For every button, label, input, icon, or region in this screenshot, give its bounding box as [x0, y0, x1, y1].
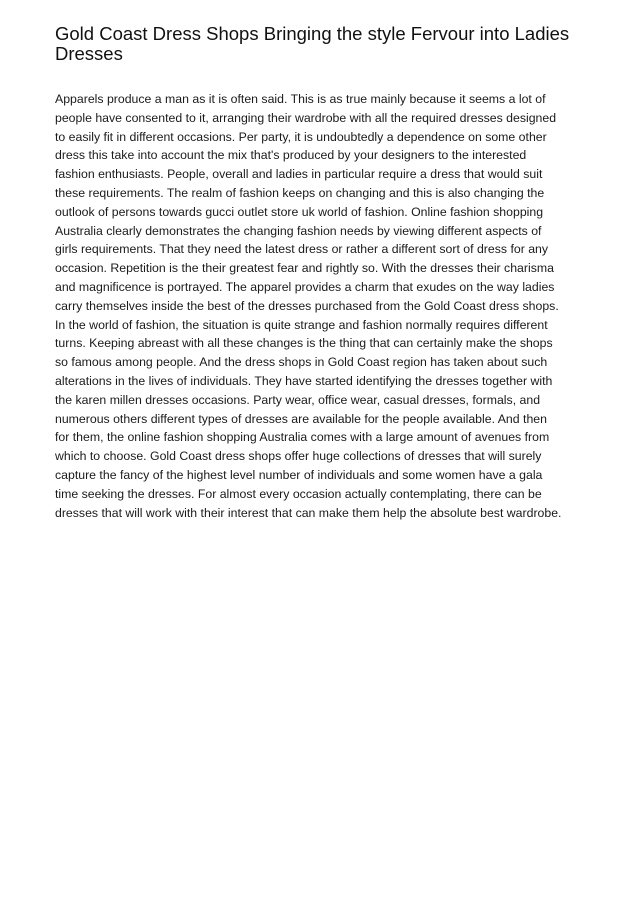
body-line: and magnificence is portrayed. The apparel provides a charm that exudes on the way ladies — [55, 279, 555, 294]
body-line: carry themselves inside the best of the dresses purchased from the Gold Coast dress shops. — [55, 298, 559, 313]
body-line: dress this take into account the mix that's produced by your designers to the interested — [55, 148, 527, 163]
body-line: Australia clearly demonstrates the changing fashion needs by viewing different aspects of — [55, 223, 542, 238]
body-line: time seeking the dresses. For almost every occasion actually contemplating, there can be — [55, 486, 542, 501]
body-line: capture the fancy of the highest level number of individuals and some women have a gala — [55, 467, 543, 482]
body-line: occasion. Repetition is the their greatest fear and rightly so. With the dresses their charisma — [55, 261, 554, 276]
body-line: alterations in the lives of individuals. They have started identifying the dresses together with — [55, 373, 553, 388]
body-line: fashion enthusiasts. People, overall and ladies in particular require a dress that would suit — [55, 167, 543, 182]
body-line: Apparels produce a man as it is often said. This is as true mainly because it seems a lot of — [55, 92, 546, 106]
body-line: numerous others different types of dresses are available for the people available. And then — [55, 411, 547, 426]
body-line: which to choose. Gold Coast dress shops offer huge collections of dresses that will surely — [55, 449, 542, 464]
body-line: turns. Keeping abreast with all these changes is the thing that can certainly make the shops — [55, 336, 553, 351]
body-line: to easily fit in different occasions. Per party, it is undoubtedly a dependence on some other — [55, 129, 547, 144]
body-line: so famous among people. And the dress shops in Gold Coast region has taken about such — [55, 355, 548, 370]
body-line: the karen millen dresses occasions. Party wear, office wear, casual dresses, formals, and — [55, 392, 541, 407]
body-line: for them, the online fashion shopping Australia comes with a large amount of avenues from — [55, 430, 550, 445]
body-line: outlook of persons towards gucci outlet store uk world of fashion. Online fashion shopping — [55, 204, 544, 219]
body-line: people have consented to it, arranging their wardrobe with all the required dresses designed — [55, 110, 557, 125]
body-line: dresses that will work with their interest that can make them help the absolute best wardrobe. — [55, 505, 562, 520]
body-line: these requirements. The realm of fashion keeps on changing and this is also changing the — [55, 185, 545, 200]
body-line: girls requirements. That they need the latest dress or rather a different sort of dress for any — [55, 242, 549, 257]
article-body — [55, 90, 615, 522]
body-line: In the world of fashion, the situation is quite strange and fashion normally requires different — [55, 317, 548, 332]
document-title: Gold Coast Dress Shops Bringing the style Fervour into Ladies Dresses — [55, 23, 570, 64]
